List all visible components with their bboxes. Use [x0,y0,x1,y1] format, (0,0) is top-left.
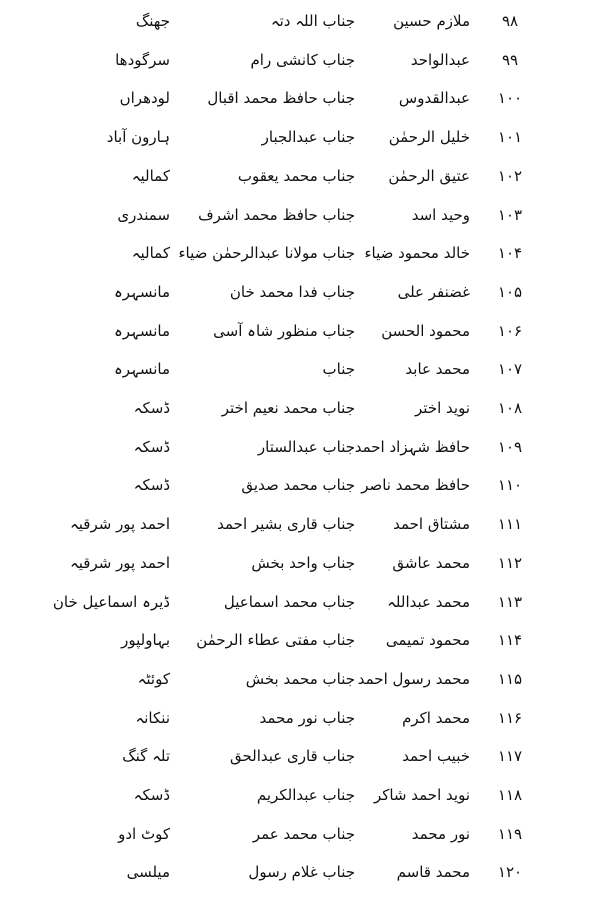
person-name: محمود الحسن [381,321,470,340]
father-name: جناب محمد بخش [245,669,355,688]
city-name: ڈسکہ [133,399,170,417]
serial-number: ۱۱۷ [497,747,523,766]
city-name: مانسہرہ [113,360,170,379]
person-name: نور محمد [411,824,470,843]
city-name: احمد پور شرقیہ [69,553,170,572]
city-name: لودھراں [119,89,170,108]
list-row [0,350,590,388]
list-row [0,428,590,466]
city-name: کمالیہ [131,166,170,185]
serial-number: ۱۰۹ [497,437,523,456]
city-name: بہاولپور [121,631,170,650]
person-name: خبیب احمد [402,747,470,766]
person-name: خالد محمود ضیاء [364,244,470,263]
person-name: محمد عابد [405,360,470,379]
father-name: جناب کانشی رام [250,50,355,69]
father-name: جناب محمد نعیم اختر [221,399,355,417]
list-row [0,660,590,698]
serial-number: ۱۱۹ [497,824,523,843]
father-name: جناب محمد عمر [252,824,355,843]
list-row [0,312,590,350]
city-name: ننکانہ [135,708,170,727]
serial-number: ۹۸ [501,12,519,30]
city-name: ڈسکہ [133,476,170,495]
serial-number: ۱۱۳ [497,592,523,611]
serial-number: ۱۰۲ [497,166,523,185]
father-name: جناب نور محمد [259,708,355,727]
father-name: جناب عبدالستار [257,437,355,456]
list-row [0,853,590,891]
list-row [0,196,590,234]
father-name: جناب عبدالکریم [256,786,355,804]
city-name: ڈیرہ اسماعیل خان [52,592,170,611]
serial-number: ۱۰۵ [497,282,523,301]
list-row [0,583,590,621]
city-name: میلسی [126,863,170,882]
person-name: محمد عاشق [392,553,470,572]
serial-number: ۱۰۰ [497,89,523,108]
person-name: محمود تمیمی [385,631,470,650]
father-name: جناب [322,360,355,379]
person-name: نوید احمد شاکر [373,786,470,804]
father-name: جناب حافظ محمد اشرف [198,205,355,224]
serial-number: ۱۱۱ [497,515,523,534]
serial-number: ۱۰۶ [497,321,523,340]
person-name: عتیق الرحمٰن [388,166,470,185]
serial-number: ۱۱۶ [497,708,523,727]
person-name: محمد قاسم [396,863,470,882]
serial-number: ۱۱۲ [497,553,523,572]
person-name: عبدالقدوس [398,89,470,108]
list-row [0,389,590,427]
father-name: جناب مفتی عطاء الرحمٰن [196,631,355,650]
father-name: جناب فدا محمد خان [229,282,355,301]
city-name: تلہ گنگ [122,747,170,766]
person-name: محمد اکرم [402,708,470,727]
list-row [0,234,590,272]
list-row [0,466,590,504]
person-name: نوید اختر [415,399,470,417]
city-name: سمندری [117,205,170,224]
list-row [0,544,590,582]
father-name: جناب واحد بخش [251,553,355,572]
serial-number: ۱۱۸ [497,786,523,804]
list-row [0,2,590,40]
father-name: جناب قاری عبدالحق [229,747,355,766]
city-name: جھنگ [135,12,170,30]
list-row [0,157,590,195]
person-name: محمد عبداللہ [387,592,470,611]
father-name: جناب قاری بشیر احمد [217,515,355,534]
list-row [0,273,590,311]
city-name: سرگودھا [115,50,170,69]
city-name: مانسہرہ [113,321,170,340]
city-name: کوئٹہ [137,669,170,688]
city-name: ہارون آباد [106,128,170,147]
father-name: جناب حافظ محمد اقبال [207,89,355,108]
serial-number: ۱۲۰ [497,863,523,882]
father-name: جناب عبدالجبار [261,128,355,147]
city-name: ڈسکہ [133,437,170,456]
person-name: خلیل الرحمٰن [388,128,470,147]
person-name: حافظ محمد ناصر [361,476,470,495]
person-name: ملازم حسین [393,12,470,30]
serial-number: ۱۰۷ [497,360,523,379]
list-row [0,505,590,543]
city-name: کوٹ ادو [118,824,170,843]
person-name: مشتاق احمد [393,515,470,534]
father-name: جناب منظور شاہ آسی [213,321,355,340]
serial-number: ۱۰۱ [497,128,523,147]
serial-number: ۱۱۴ [497,631,523,650]
city-name: کمالیہ [131,244,170,263]
list-row [0,118,590,156]
list-row [0,815,590,853]
city-name: مانسہرہ [113,282,170,301]
father-name: جناب مولانا عبدالرحمٰن ضیاء [178,244,355,263]
list-row [0,737,590,775]
person-name: حافظ شہزاد احمد [354,437,470,456]
serial-number: ۱۰۴ [497,244,523,263]
serial-number: ۱۱۵ [497,669,523,688]
list-row [0,79,590,117]
father-name: جناب محمد یعقوب [237,166,355,185]
serial-number: ۱۱۰ [497,476,523,495]
list-row [0,41,590,79]
serial-number: ۹۹ [501,50,519,69]
city-name: احمد پور شرقیہ [69,515,170,534]
father-name: جناب محمد اسماعیل [223,592,355,611]
person-name: وحید اسد [411,205,470,224]
father-name: جناب اللہ دتہ [270,12,355,30]
list-row [0,699,590,737]
father-name: جناب غلام رسول [248,863,355,882]
person-name: محمد رسول احمد [357,669,470,688]
list-row [0,621,590,659]
person-name: عبدالواحد [410,50,470,69]
father-name: جناب محمد صدیق [241,476,355,495]
serial-number: ۱۰۸ [497,399,523,417]
person-name: غضنفر علی [397,282,470,301]
serial-number: ۱۰۳ [497,205,523,224]
list-row [0,776,590,814]
city-name: ڈسکہ [133,786,170,804]
